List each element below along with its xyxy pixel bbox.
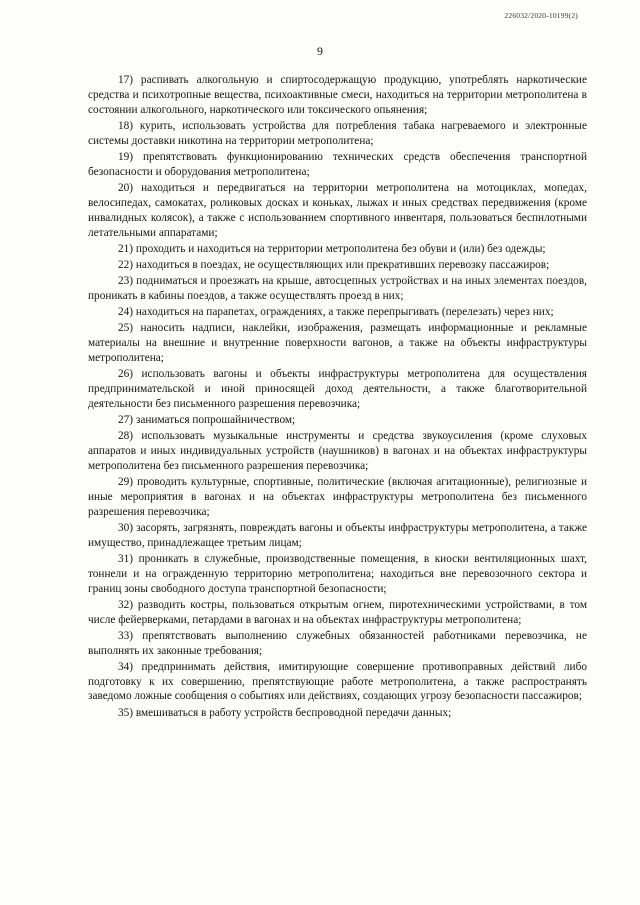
list-item: 26) использовать вагоны и объекты инфраструктуры метрополитена для осуществления предпринимательской и иной приносящей доход деятельности, а также благотворительной деятельности без письменного разрешения перевозчика; [88,367,587,410]
list-item: 22) находиться в поездах, не осуществляющих или прекративших перевозку пассажиров; [118,258,550,271]
list-item: 29) проводить культурные, спортивные, политические (включая агитационные), религиозные и иные мероприятия в вагонах и на объектах инфраструктуры метрополитена без письменного разрешения перевозчика; [88,475,587,518]
list-item: 23) подниматься и проезжать на крыше, автосцепных устройствах и на иных элементах поездов, проникать в кабины поездов, а также осуществлять проезд в них; [88,274,587,302]
list-item: 18) курить, использовать устройства для потребления табака нагреваемого и электронные системы доставки никотина на территории метрополитена; [88,119,587,147]
document-id: 226032/2020-10199(2) [504,11,578,20]
list-item: 33) препятствовать выполнению служебных обязанностей работниками перевозчика, не выполнять их законные требования; [88,629,587,657]
list-item: 27) заниматься попрошайничеством; [118,413,296,426]
list-item: 21) проходить и находиться на территории метрополитена без обуви и (или) без одежды; [118,242,546,255]
list-item: 20) находиться и передвигаться на территории метрополитена на мотоциклах, мопедах, велосипедах, самокатах, роликовых досках и коньках, лыжах и иных средствах передвижения (кроме инвалидных колясок), а также с использованием спортивного инвентаря, пользоваться беспилотными летательными аппаратами; [88,181,587,239]
document-body [88,73,587,722]
list-item: 24) находиться на парапетах, ограждениях, а также перепрыгивать (перелезать) через них; [118,305,554,318]
page-number: 9 [317,44,323,58]
list-item: 30) засорять, загрязнять, повреждать вагоны и объекты инфраструктуры метрополитена, а также имущество, принадлежащее третьим лицам; [88,521,587,549]
list-item: 31) проникать в служебные, производственные помещения, в киоски вентиляционных шахт, тоннели и на огражденную территорию метрополитена; находиться вне перевозочного сектора и границ зоны свободного доступа транспортной безопасности; [88,552,587,595]
list-item: 34) предпринимать действия, имитирующие совершение противоправных действий либо подготовку к их совершению, препятствующие работе метрополитена, а также распространять заведомо ложные сообщения о событиях или действиях, создающих угрозу безопасности пассажиров; [88,660,587,703]
list-item: 17) распивать алкогольную и спиртосодержащую продукцию, употреблять наркотические средства и психотропные вещества, психоактивные смеси, находиться на территории метрополитена в состоянии алкогольного, наркотического или токсического опьянения; [88,74,587,116]
list-item: 28) использовать музыкальные инструменты и средства звукоусиления (кроме слуховых аппаратов и иных индивидуальных устройств (наушников) в вагонах и на объектах инфраструктуры метрополитена без письменного разрешения перевозчика; [88,429,587,472]
list-item: 19) препятствовать функционированию технических средств обеспечения транспортной безопасности и оборудования метрополитена; [88,150,587,178]
list-item: 35) вмешиваться в работу устройств беспроводной передачи данных; [118,706,452,719]
list-item: 32) разводить костры, пользоваться открытым огнем, пиротехническими устройствами, в том числе фейерверками, петардами в вагонах и на объектах инфраструктуры метрополитена; [88,598,587,626]
list-item: 25) наносить надписи, наклейки, изображения, размещать информационные и рекламные материалы на внешние и внутренние поверхности вагонов, а также на объекты инфраструктуры метрополитена; [88,322,587,364]
